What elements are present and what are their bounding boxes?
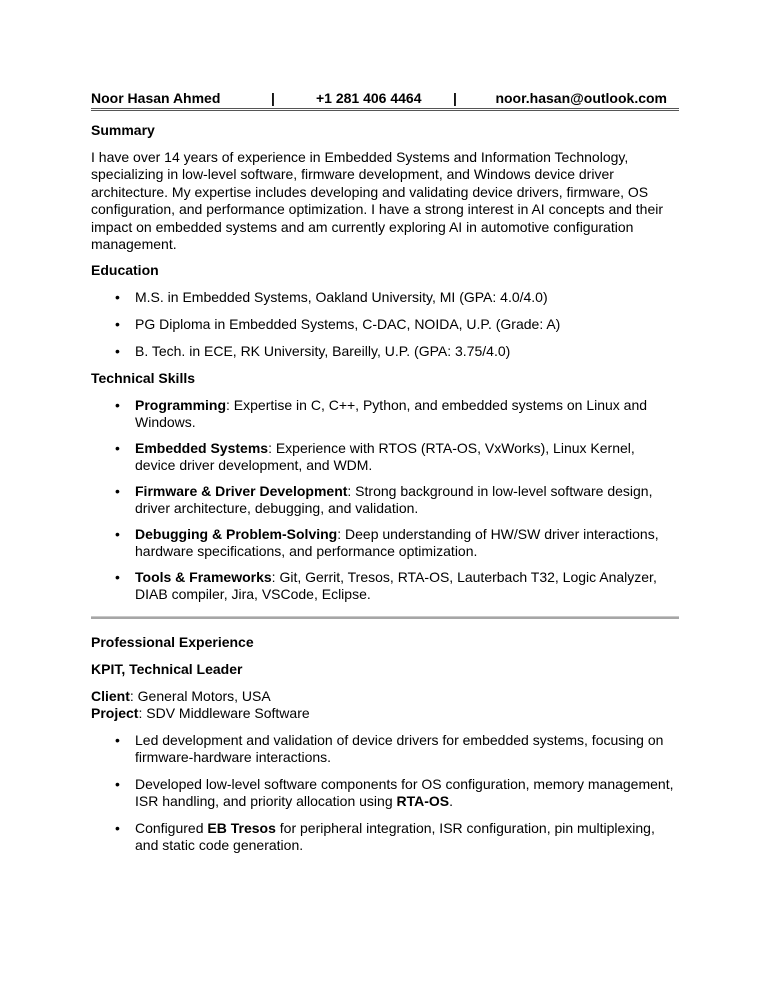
section-heading-education: Education	[91, 262, 159, 279]
list-item	[91, 569, 679, 603]
bullet-text: Configured	[135, 820, 208, 837]
skill-text: : Strong background in low-level software design, driver architecture, debugging, and validation.	[135, 483, 653, 517]
skill-label: Firmware & Driver Development	[135, 483, 348, 500]
skill-text: : Git, Gerrit, Tresos, RTA-OS, Lauterbach T32, Logic Analyzer, DIAB compiler, Jira, VSCode, Eclipse.	[135, 569, 657, 603]
summary-section	[91, 122, 679, 253]
header-separator: |	[453, 90, 457, 106]
education-list	[91, 289, 679, 360]
project-line	[91, 705, 679, 722]
section-heading-skills: Technical Skills	[91, 370, 196, 387]
client-line	[91, 688, 679, 705]
list-item	[91, 732, 679, 766]
skill-text: : Experience with RTOS (RTA-OS, VxWorks), Linux Kernel, device driver development, and WDM.	[135, 440, 635, 474]
candidate-name: Noor Hasan Ahmed	[91, 90, 221, 106]
education-section	[91, 262, 679, 360]
list-item	[91, 526, 679, 560]
bullet-icon: •	[115, 820, 120, 837]
bullet-icon: •	[115, 289, 120, 306]
section-divider	[91, 616, 679, 619]
summary-text: I have over 14 years of experience in Embedded Systems and Information Technology, specializing in low-level software, firmware development, and Windows device driver architecture. My expertise includes developing and validating device drivers, firmware, OS configuration, and performance optimization. I have a strong interest in AI concepts and their impact on embedded systems and am currently exploring AI in automotive configuration management.	[91, 149, 663, 253]
skill-label: Embedded Systems	[135, 440, 269, 457]
job-title: KPIT, Technical Leader	[91, 661, 243, 678]
skill-label: Programming	[135, 397, 227, 414]
list-item	[91, 440, 679, 474]
bullet-icon: •	[115, 526, 120, 543]
bullet-icon: •	[115, 732, 120, 749]
bullet-icon: •	[115, 316, 120, 333]
list-item	[91, 343, 679, 360]
list-item	[91, 820, 679, 854]
list-item	[91, 289, 679, 306]
education-entry: B. Tech. in ECE, RK University, Bareilly, U.P. (GPA: 3.75/4.0)	[135, 343, 511, 360]
client-value: : General Motors, USA	[129, 688, 271, 705]
bullet-icon: •	[115, 776, 120, 793]
section-heading-summary: Summary	[91, 122, 155, 138]
bullet-icon: •	[115, 343, 120, 360]
skill-text: : Deep understanding of HW/SW driver interactions, hardware specifications, and performance optimization.	[135, 526, 659, 560]
skills-list	[91, 397, 679, 603]
bullet-bold-text: RTA-OS	[396, 793, 450, 810]
bullet-icon: •	[115, 483, 120, 500]
client-label: Client	[91, 688, 130, 705]
project-value: : SDV Middleware Software	[138, 705, 310, 722]
education-entry: PG Diploma in Embedded Systems, C-DAC, NOIDA, U.P. (Grade: A)	[135, 316, 561, 333]
bullet-text: .	[449, 793, 454, 810]
bullet-text: for peripheral integration, ISR configuration, pin multiplexing, and static code generation.	[135, 820, 655, 854]
experience-section	[91, 634, 679, 854]
resume-content	[91, 122, 679, 864]
phone-number: +1 281 406 4464	[316, 90, 422, 106]
project-label: Project	[91, 705, 139, 722]
skills-section	[91, 370, 679, 603]
skill-text: : Expertise in C, C++, Python, and embedded systems on Linux and Windows.	[135, 397, 648, 431]
list-item	[91, 397, 679, 431]
bullet-bold-text: EB Tresos	[207, 820, 276, 837]
bullet-icon: •	[115, 569, 120, 586]
bullet-icon: •	[115, 440, 120, 457]
list-item	[91, 316, 679, 333]
bullet-text: Developed low-level software components for OS configuration, memory management, ISR handling, and priority allocation using	[135, 776, 674, 810]
email-address: noor.hasan@outlook.com	[495, 90, 667, 106]
bullet-icon: •	[115, 397, 120, 414]
responsibilities-list	[91, 732, 679, 854]
skill-label: Debugging & Problem-Solving	[135, 526, 338, 543]
header-separator: |	[271, 90, 275, 106]
education-entry: M.S. in Embedded Systems, Oakland University, MI (GPA: 4.0/4.0)	[135, 289, 548, 306]
bullet-text: Led development and validation of device drivers for embedded systems, focusing on firmware-hardware interactions.	[135, 732, 664, 766]
contact-header	[91, 90, 679, 108]
list-item	[91, 776, 679, 810]
skill-label: Tools & Frameworks	[135, 569, 272, 586]
header-divider	[91, 108, 679, 111]
section-heading-experience: Professional Experience	[91, 634, 254, 651]
list-item	[91, 483, 679, 517]
